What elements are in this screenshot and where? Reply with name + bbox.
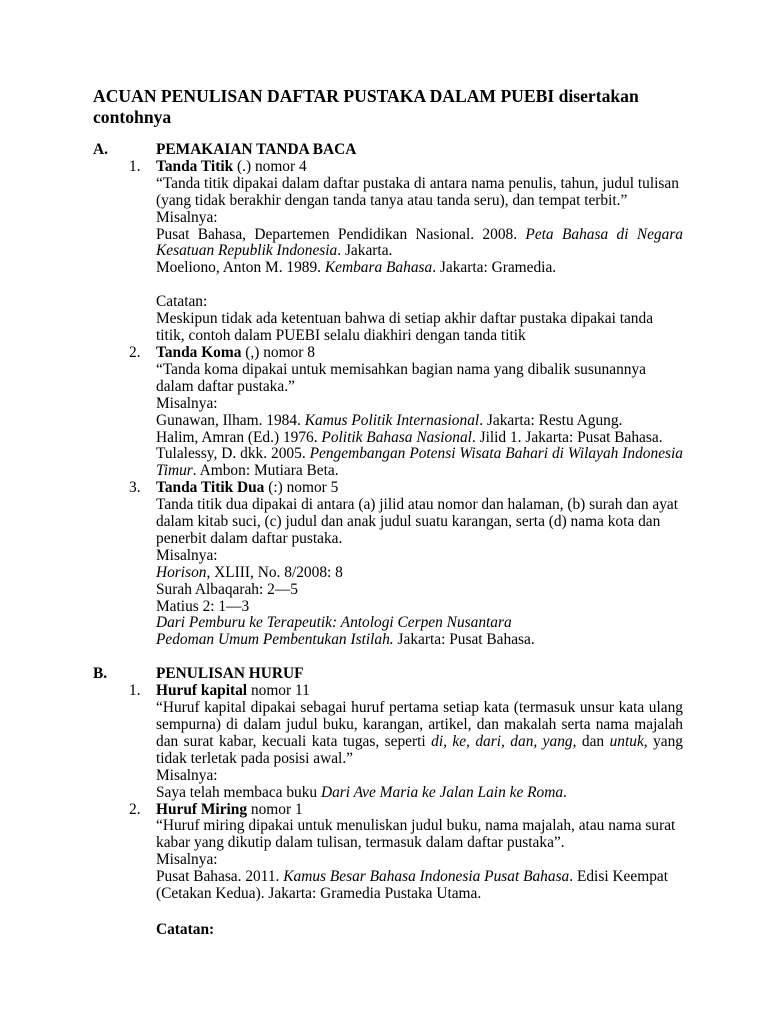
example-line: Halim, Amran (Ed.) 1976. Politik Bahasa Nasional. Jilid 1. Jakarta: Pusat Bahasa. [156,428,663,446]
example-line: Pusat Bahasa, Departemen Pendidikan Nasional. 2008. Peta Bahasa di Negara Kesatuan Republik Indonesia. Jakarta. [156,225,684,260]
item-tanda-titik-dua [129,479,683,649]
item-huruf-kapital [129,682,683,801]
item-quote: “Huruf miring dipakai untuk menuliskan judul buku, nama majalah, atau nama surat kabar yang dikutip dalam tulisan, termasuk dalam daftar pustaka”. [156,817,676,852]
section-a-heading [93,141,683,159]
item-quote: “Tanda koma dipakai untuk memisahkan bagian nama yang dibalik susunannya dalam daftar pustaka.” [156,360,647,395]
section-b-heading [93,665,683,683]
example-line: Saya telah membaca buku Dari Ave Maria ke Jalan Lain ke Roma. [156,783,567,801]
misalnya-label: Misalnya: [156,546,218,564]
item-number: 2. [129,343,141,361]
example-line: Pedoman Umum Pembentukan Istilah. Jakarta: Pusat Bahasa. [156,631,535,649]
misalnya-label: Misalnya: [156,851,218,869]
example-line: Horison, XLIII, No. 8/2008: 8 [156,563,343,581]
catatan-label: Catatan: [156,920,215,938]
section-b-letter: B. [93,665,108,683]
example-line: Surah Albaqarah: 2—5 [156,580,298,598]
item-name: Huruf Miring [156,800,248,818]
section-b-title: PENULISAN HURUF [156,665,304,683]
item-heading: Tanda Titik (.) nomor 4 [156,157,307,175]
item-heading: Huruf Miring nomor 1 [156,800,303,818]
example-line: Matius 2: 1—3 [156,597,250,615]
item-number: 2. [129,800,141,818]
item-name: Tanda Titik [156,157,234,175]
item-heading: Tanda Koma (,) nomor 8 [156,343,315,361]
example-line: Pusat Bahasa. 2011. Kamus Besar Bahasa Indonesia Pusat Bahasa. Edisi Keempat (Cetakan Kedua). Jakarta: Gramedia Pustaka Utama. [156,868,668,903]
item-heading: Huruf kapital nomor 11 [156,682,310,700]
item-tanda-koma [129,343,683,480]
item-description: Tanda titik dua dipakai di antara (a) jilid atau nomor dan halaman, (b) surah dan ayat dalam kitab suci, (c) judul dan anak judul suatu karangan, serta (d) nama kota dan penerbit dalam daftar pustaka. [156,496,679,547]
catatan-label: Catatan: [156,293,208,311]
item-quote: “Tanda titik dipakai dalam daftar pustaka di antara nama penulis, tahun, judul tulisan (yang tidak berakhir dengan tanda tanya atau tanda seru), dan tempat terbit.” [156,174,679,209]
misalnya-label: Misalnya: [156,208,218,226]
section-a [93,142,683,649]
item-huruf-miring [129,800,683,939]
example-line: Dari Pemburu ke Terapeutik: Antologi Cerpen Nusantara [156,614,512,632]
section-a-title: PEMAKAIAN TANDA BACA [156,141,357,158]
document-page [93,86,683,939]
section-b [93,666,683,939]
misalnya-label: Misalnya: [156,394,218,412]
item-quote: “Huruf kapital dipakai sebagai huruf pertama setiap kata (termasuk unsur kata ulang sempurna) di dalam judul buku, karangan, artikel, dan makalah serta nama majalah dan surat kabar, kecuali kata tugas, seperti di, ke, dari, dan, yang, dan untuk, yang tidak terletak pada posisi awal.” [156,699,683,767]
catatan-text: Meskipun tidak ada ketentuan bahwa di setiap akhir daftar pustaka dipakai tanda titik, contoh dalam PUEBI selalu diakhiri dengan tanda titik [156,310,654,345]
document-title: ACUAN PENULISAN DAFTAR PUSTAKA DALAM PUEBI disertakan contohnya [93,86,639,127]
example-line: Tulalessy, D. dkk. 2005. Pengembangan Potensi Wisata Bahari di Wilayah Indonesia Timur. Ambon: Mutiara Beta. [156,445,683,480]
item-name: Tanda Titik Dua [156,479,265,497]
item-tanda-titik [129,157,684,345]
item-number: 1. [129,682,141,700]
section-a-letter: A. [93,141,108,158]
item-name: Tanda Koma [156,343,242,361]
example-line: Gunawan, Ilham. 1984. Kamus Politik Internasional. Jakarta: Restu Agung. [156,411,623,429]
example-line: Moeliono, Anton M. 1989. Kembara Bahasa. Jakarta: Gramedia. [156,259,557,277]
misalnya-label: Misalnya: [156,766,218,784]
item-number: 3. [129,479,141,497]
item-number: 1. [129,157,141,175]
item-name: Huruf kapital [156,682,248,700]
item-heading: Tanda Titik Dua (:) nomor 5 [156,479,339,497]
